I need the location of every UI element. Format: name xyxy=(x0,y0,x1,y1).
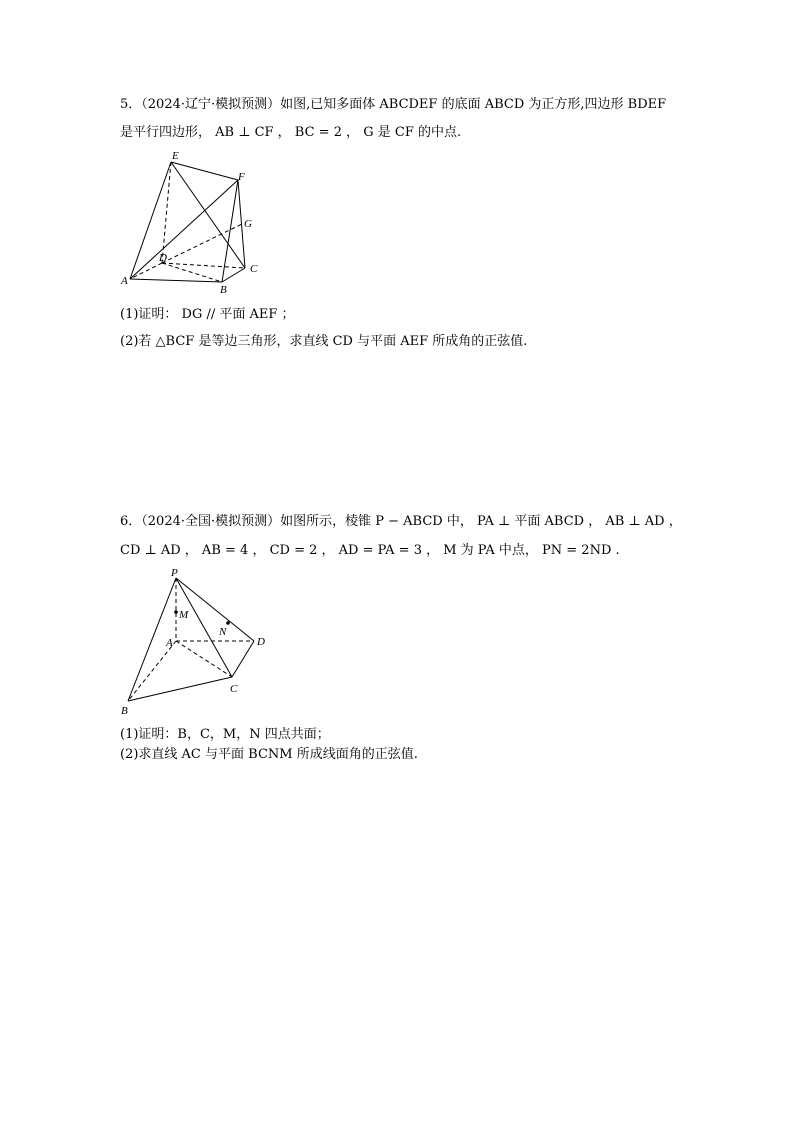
p5-label-B: B xyxy=(220,284,227,296)
problem6-question1: (1)证明：B，C，M，N 四点共面； xyxy=(120,727,330,742)
p6-label-A: A xyxy=(166,637,173,649)
problem5-figure xyxy=(114,148,274,296)
problem6-question2: (2)求直线 AC 与平面 BCNM 所成线面角的正弦值. xyxy=(120,747,418,762)
problem5-statement-line2: 是平行四边形， AB ⊥ CF ， BC = 2 ， G 是 CF 的中点. xyxy=(120,125,462,140)
p5-label-G: G xyxy=(244,218,252,230)
problem6-statement-line2: CD ⊥ AD ， AB = 4 ， CD = 2 ， AD = PA = 3 ， M 为 PA 中点， PN = 2ND . xyxy=(120,543,620,558)
p6-label-M: M xyxy=(179,609,189,621)
p6-label-B: B xyxy=(121,705,128,717)
problem5-question2: (2)若 △BCF 是等边三角形，求直线 CD 与平面 AEF 所成角的正弦值. xyxy=(120,334,528,349)
p6-label-C: C xyxy=(230,683,238,695)
p5-label-A: A xyxy=(121,275,128,287)
problem5-statement-line1: 5．（2024·辽宁·模拟预测）如图,已知多面体 ABCDEF 的底面 ABCD 为正方形,四边形 BDEF xyxy=(120,97,667,112)
p5-label-C: C xyxy=(250,263,258,275)
problem6-statement-line1: 6．（2024·全国·模拟预测）如图所示，棱锥 P − ABCD 中， PA ⊥ 平面 ABCD ， AB ⊥ AD ， xyxy=(120,514,682,529)
problem5-question1: (1)证明： DG // 平面 AEF ； xyxy=(120,307,295,322)
p6-label-D: D xyxy=(257,636,265,648)
p5-label-D: D xyxy=(159,252,167,264)
p5-label-E: E xyxy=(172,150,179,162)
p6-label-P: P xyxy=(171,567,178,579)
p6-label-N: N xyxy=(219,626,227,638)
problem6-figure xyxy=(114,566,274,718)
p5-label-F: F xyxy=(238,171,245,183)
